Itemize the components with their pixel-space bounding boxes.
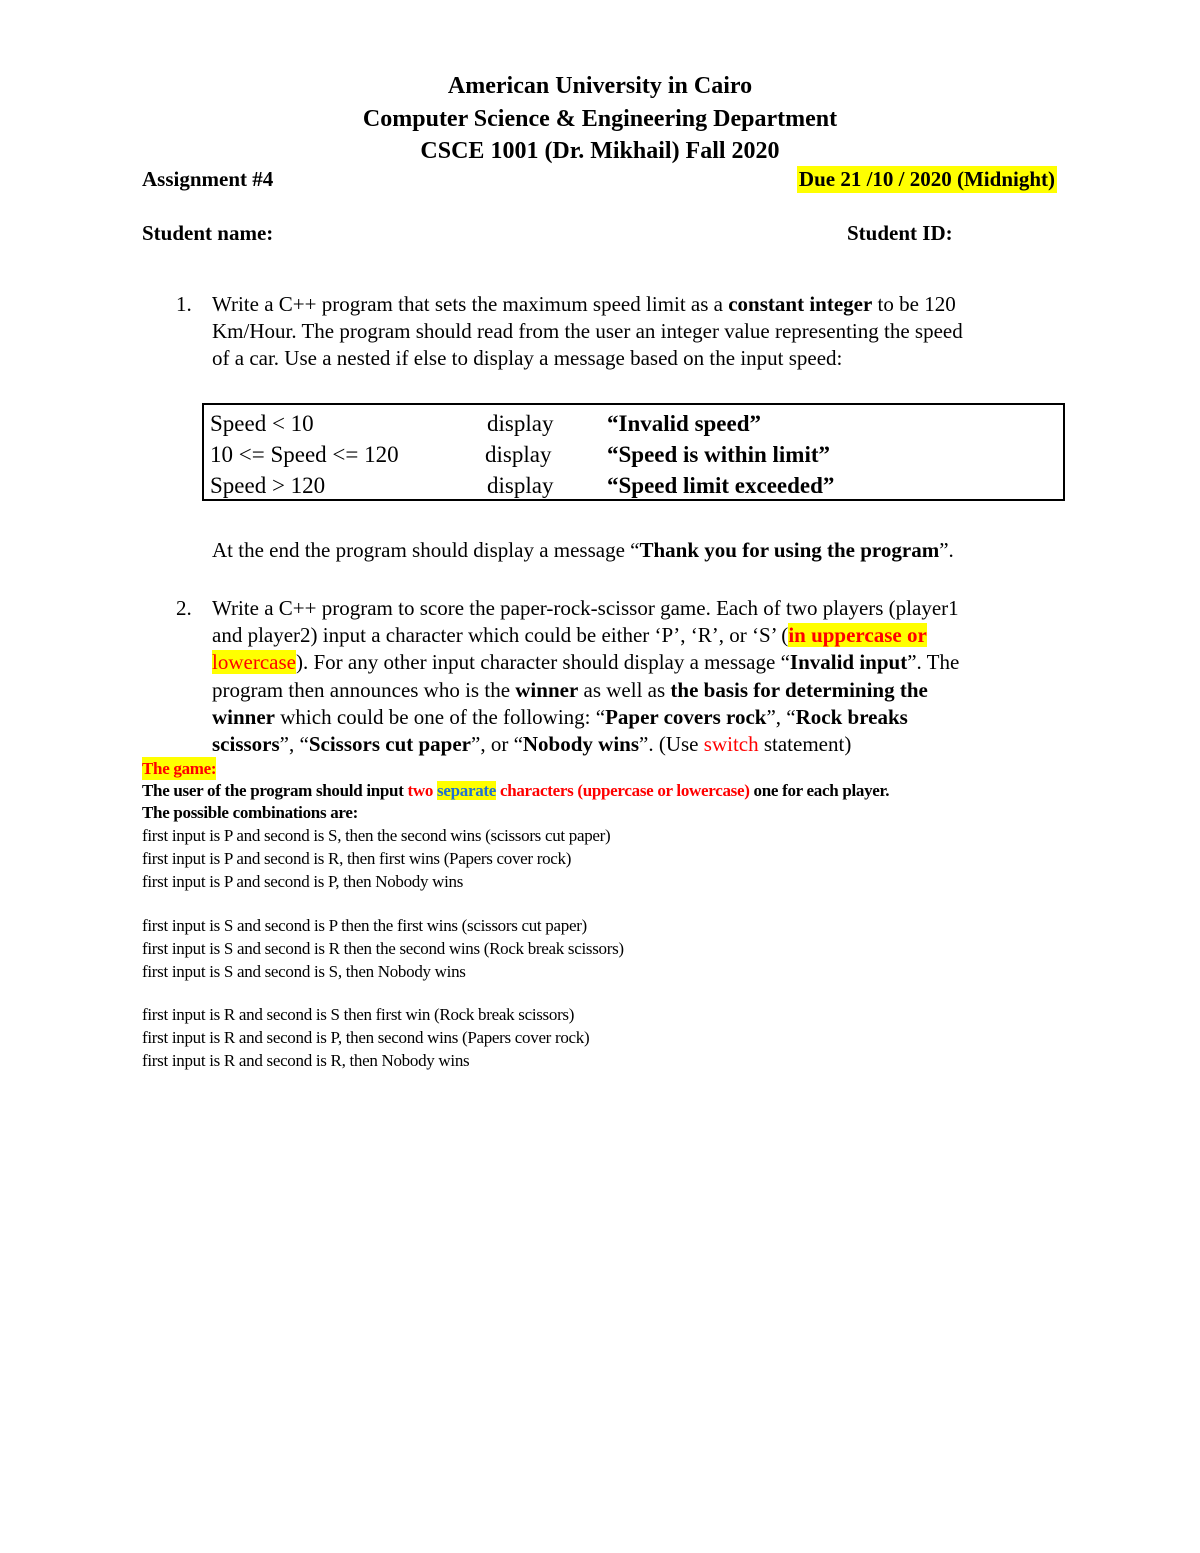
speed-message: “Speed is within limit” [607, 442, 831, 467]
speed-action: display [485, 442, 552, 467]
game-intro: The user of the program should input two separate characters (uppercase or lowercase) one for each player. [142, 781, 890, 800]
combinations-label: The possible combinations are: [142, 803, 358, 822]
student-id-label: Student ID: [847, 221, 953, 245]
game-title: The game: [142, 759, 217, 778]
speed-message: “Speed limit exceeded” [607, 473, 835, 498]
student-name-label: Student name: [142, 221, 274, 245]
question-1-end-message: At the end the program should display a message “Thank you for using the program”. [212, 538, 954, 562]
question-2-line-1: Write a C++ program to score the paper-rock-scissor game. Each of two players (player1 [212, 596, 959, 620]
combination-line: first input is S and second is P then the first wins (scissors cut paper) [142, 916, 587, 935]
combination-line: first input is R and second is R, then Nobody wins [142, 1051, 470, 1070]
combination-line: first input is P and second is S, then the second wins (scissors cut paper) [142, 826, 611, 845]
due-date: Due 21 /10 / 2020 (Midnight) [798, 167, 1055, 191]
question-2-number: 2. [176, 596, 192, 620]
question-1-line-1: Write a C++ program that sets the maximum speed limit as a constant integer to be 120 [212, 292, 956, 316]
combination-line: first input is S and second is R then the second wins (Rock break scissors) [142, 939, 624, 958]
speed-condition: 10 <= Speed <= 120 [210, 442, 399, 467]
assignment-title: Assignment #4 [142, 167, 274, 191]
speed-message: “Invalid speed” [607, 411, 762, 436]
department-title: Computer Science & Engineering Department [362, 106, 838, 132]
speed-condition: Speed < 10 [210, 411, 314, 436]
speed-action: display [487, 411, 554, 436]
combination-line: first input is P and second is R, then first wins (Papers cover rock) [142, 849, 572, 868]
question-1-line-3: of a car. Use a nested if else to display a message based on the input speed: [212, 346, 843, 370]
question-2-line-6: scissors”, “Scissors cut paper”, or “Nobody wins”. (Use switch statement) [212, 732, 852, 756]
question-2-line-4: program then announces who is the winner as well as the basis for determining the [212, 678, 928, 702]
question-2-line-2: and player2) input a character which could be either ‘P’, ‘R’, or ‘S’ (in uppercase or [212, 623, 927, 647]
question-1-number: 1. [176, 292, 192, 316]
question-2-line-3: lowercase). For any other input character should display a message “Invalid input”. The [212, 650, 960, 674]
combination-line: first input is P and second is P, then Nobody wins [142, 872, 464, 891]
university-title: American University in Cairo [447, 73, 753, 99]
course-title: CSCE 1001 (Dr. Mikhail) Fall 2020 [420, 138, 780, 164]
speed-action: display [487, 473, 554, 498]
combination-line: first input is S and second is S, then Nobody wins [142, 962, 466, 981]
question-2-line-5: winner which could be one of the following: “Paper covers rock”, “Rock breaks [212, 705, 908, 729]
combination-line: first input is R and second is P, then second wins (Papers cover rock) [142, 1028, 590, 1047]
speed-condition: Speed > 120 [210, 473, 326, 498]
combination-line: first input is R and second is S then first win (Rock break scissors) [142, 1005, 575, 1024]
question-1-line-2: Km/Hour. The program should read from the user an integer value representing the speed [212, 319, 963, 343]
